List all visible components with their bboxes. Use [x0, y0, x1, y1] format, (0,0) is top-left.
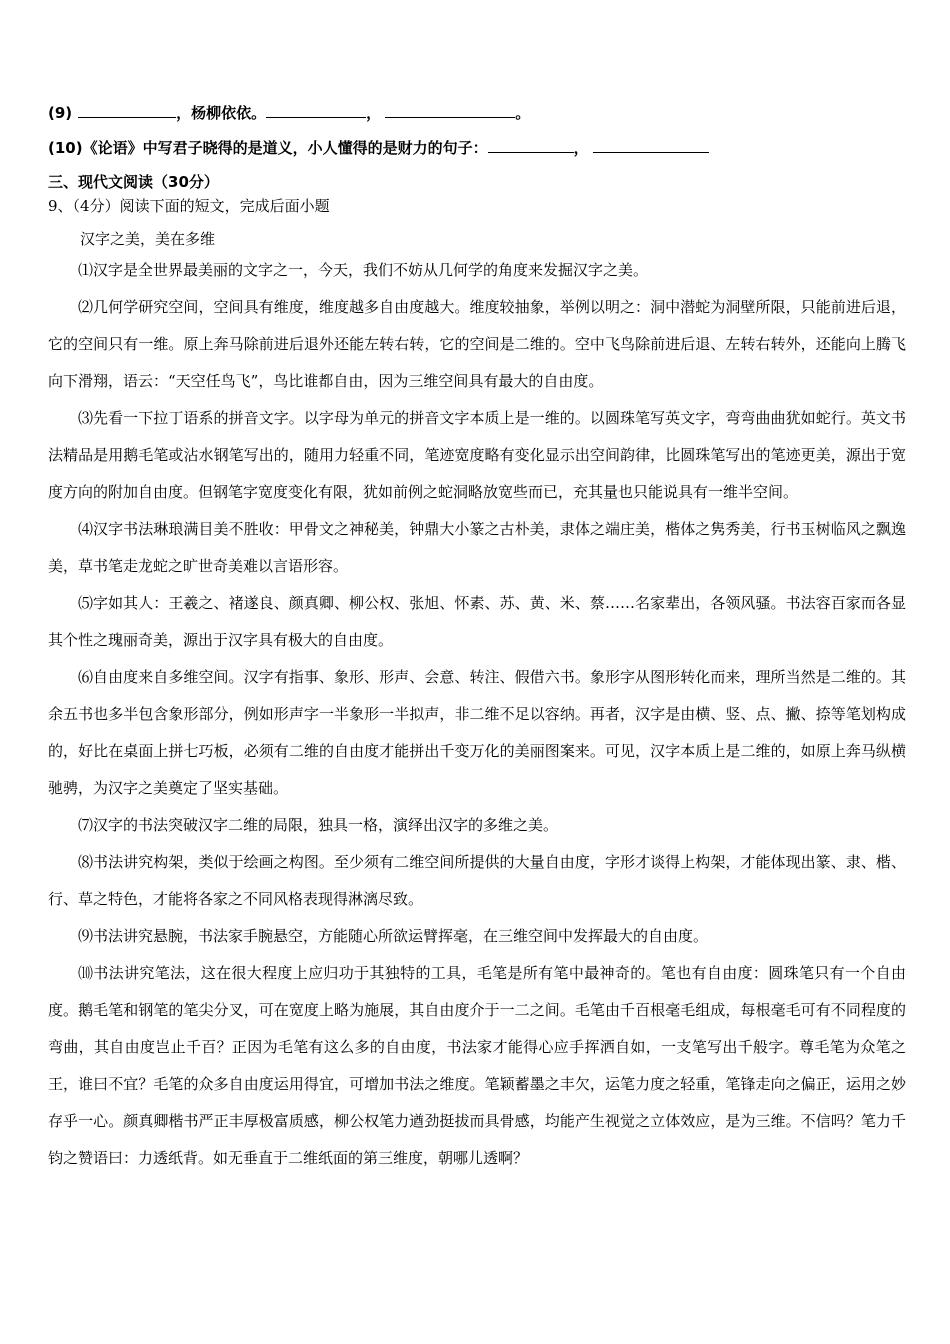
question-text: ，杨柳依依。	[176, 104, 267, 122]
question-9-fill-line	[48, 103, 530, 123]
article-paragraph: ⑻书法讲究构架，类似于绘画之构图。至少须有二维空间所提供的大量自由度，字形才谈得上构架，才能体现出篆、隶、楷、行、草之特色，才能将各家之不同风格表现得淋漓尽致。	[48, 853, 906, 908]
question-text: 。	[515, 104, 531, 122]
article-paragraph: ⑴汉字是全世界最美丽的文字之一，今天，我们不妨从几何学的角度来发掘汉字之美。	[78, 261, 649, 279]
question-intro: 9、（4分）阅读下面的短文，完成后面小题	[48, 197, 330, 215]
answer-blank[interactable]	[266, 103, 366, 118]
answer-blank[interactable]	[488, 138, 574, 153]
article-paragraph: ⑵几何学研究空间，空间具有维度，维度越多自由度越大。维度较抽象，举例以明之：洞中潜蛇为洞壁所限，只能前进后退，它的空间只有一维。原上奔马除前进后退外还能左转右转，它的空间是二维的。空中飞鸟除前进后退、左转右转外，还能向上腾飞向下滑翔，语云：“天空任鸟飞”，鸟比谁都自由，因为三维空间具有最大的自由度。	[48, 298, 906, 390]
article-body	[48, 252, 906, 1177]
question-text: 《论语》中写君子晓得的是道义，小人懂得的是财力的句子：	[82, 139, 488, 157]
question-number: (10)	[48, 139, 83, 157]
question-10-fill-line	[48, 138, 709, 158]
article-paragraph: ⑼书法讲究悬腕，书法家手腕悬空，方能随心所欲运臂挥毫，在三维空间中发挥最大的自由度。	[78, 927, 709, 945]
question-text: ，	[573, 139, 589, 157]
section-heading: 三、现代文阅读（30分）	[48, 173, 219, 191]
question-text: ，	[366, 104, 382, 122]
answer-blank[interactable]	[593, 138, 709, 153]
question-number: (9)	[48, 104, 73, 122]
article-paragraph: ⑶先看一下拉丁语系的拼音文字。以字母为单元的拼音文字本质上是一维的。以圆珠笔写英文字，弯弯曲曲犹如蛇行。英文书法精品是用鹅毛笔或沾水钢笔写出的，随用力轻重不同，笔迹宽度略有变化显示出空间韵律，比圆珠笔写出的笔迹更美，源出于宽度方向的附加自由度。但钢笔字宽度变化有限，犹如前例之蛇洞略放宽些而已，充其量也只能说具有一维半空间。	[48, 409, 906, 501]
article-paragraph: ⑽书法讲究笔法，这在很大程度上应归功于其独特的工具，毛笔是所有笔中最神奇的。笔也有自由度：圆珠笔只有一个自由度。鹅毛笔和钢笔的笔尖分叉，可在宽度上略为施展，其自由度介于一二之间。毛笔由千百根毫毛组成，每根毫毛可有不同程度的弯曲，其自由度岂止千百？正因为毛笔有这么多的自由度，书法家才能得心应手挥洒自如，一支笔写出千般字。尊毛笔为众笔之王，谁曰不宜？毛笔的众多自由度运用得宜，可增加书法之维度。笔颖蓄墨之丰欠，运笔力度之轻重，笔锋走向之偏正，运用之妙存乎一心。颜真卿楷书严正丰厚极富质感，柳公权笔力遒劲挺拔而具骨感，均能产生视觉之立体效应，是为三维。不信吗？笔力千钧之赞语曰：力透纸背。如无垂直于二维纸面的第三维度，朝哪儿透啊？	[48, 964, 906, 1167]
article-paragraph: ⑹自由度来自多维空间。汉字有指事、象形、形声、会意、转注、假借六书。象形字从图形转化而来，理所当然是二维的。其余五书也多半包含象形部分，例如形声字一半象形一半拟声，非二维不足以容纳。再者，汉字是由横、竖、点、撇、捺等笔划构成的，好比在桌面上拼七巧板，必须有二维的自由度才能拼出千变万化的美丽图案来。可见，汉字本质上是二维的，如原上奔马纵横驰骋，为汉字之美奠定了坚实基础。	[48, 668, 906, 797]
article-title: 汉字之美，美在多维	[80, 230, 216, 248]
answer-blank[interactable]	[385, 103, 515, 118]
answer-blank[interactable]	[78, 103, 176, 118]
article-paragraph: ⑺汉字的书法突破汉字二维的局限，独具一格，演绎出汉字的多维之美。	[78, 816, 559, 834]
article-paragraph: ⑸字如其人：王羲之、褚遂良、颜真卿、柳公权、张旭、怀素、苏、黄、米、蔡……名家辈出，各领风骚。书法容百家而各显其个性之瑰丽奇美，源出于汉字具有极大的自由度。	[48, 594, 906, 649]
article-paragraph: ⑷汉字书法琳琅满目美不胜收：甲骨文之神秘美，钟鼎大小篆之古朴美，隶体之端庄美，楷体之隽秀美，行书玉树临风之飘逸美，草书笔走龙蛇之旷世奇美难以言语形容。	[48, 520, 906, 575]
